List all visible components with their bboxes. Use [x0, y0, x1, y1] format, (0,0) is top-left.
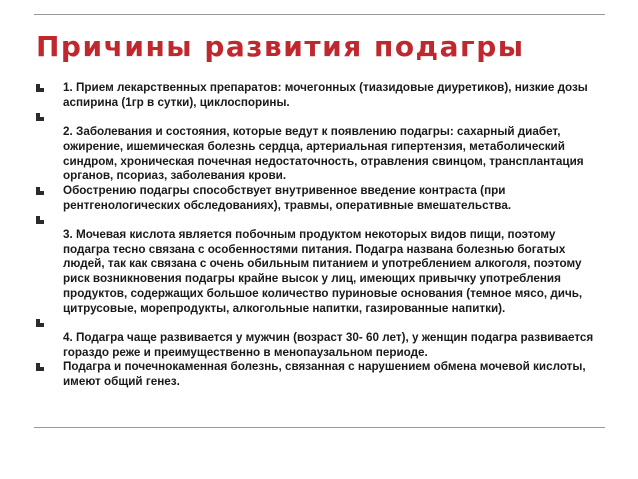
bullet-text: 2. Заболевания и состояния, которые ведут к появлению подагры: сахарный диабет, ожирение, ишемическая болезнь сердца, артериальная гипертензия, метаболический синдром, хроническая почечная недостаточность, отравления свинцом, трансплантация органов, псориаз, заболевания крови. [63, 125, 584, 183]
bullet-text: Подагра и почечнокаменная болезнь, связанная с нарушением обмена мочевой кислоты, имеют общий генез. [63, 360, 586, 389]
bullet-item-6 [36, 360, 596, 389]
top-divider [34, 14, 605, 15]
bullet-text: 4. Подагра чаще развивается у мужчин (возраст 30- 60 лет), у женщин подагра развивается гораздо реже и преимущественно в менопаузальном периоде. [63, 330, 594, 359]
bullet-item-empty [36, 213, 596, 228]
bullet-text: Обострению подагры способствует внутривенное введение контраста (при рентгенологических обследованиях), травмы, оперативные вмешательства. [63, 183, 512, 212]
bullet-text: 1. Прием лекарственных препаратов: мочегонных (тиазидовые диуретиков), низкие дозы аспирина (1гр в сутки), циклоспорины. [63, 81, 588, 109]
bullet-item-5 [36, 331, 596, 360]
bullet-item-1 [36, 81, 596, 110]
slide-title: Причины развития подагры [36, 30, 525, 63]
bullet-item-4 [36, 228, 596, 316]
bullet-item-empty [36, 110, 596, 125]
bullet-item-3 [36, 184, 596, 213]
bullet-item-empty [36, 316, 596, 331]
bullet-text: 3. Мочевая кислота является побочным продуктом некоторых видов пищи, поэтому подагра тесно связана с особенностями питания. Подагра названа болезнью богатых людей, так как связана с очень обильным питанием и употреблением алкоголя, поэтому риск возникновения подагры крайне высок у лиц, имеющих привычку употребления продуктов, содержащих большое количество пуриновые основания (темное мясо, дичь, цитрусовые, морепродукты, алкогольные напитки, газированные напитки). [63, 228, 583, 315]
square-bullet-icon [36, 319, 44, 327]
square-bullet-icon [36, 363, 44, 371]
bullet-item-2 [36, 125, 596, 184]
square-bullet-icon [36, 216, 44, 224]
square-bullet-icon [36, 84, 44, 92]
square-bullet-icon [36, 187, 44, 195]
bullet-list [36, 81, 596, 390]
bottom-divider [34, 427, 605, 428]
square-bullet-icon [36, 113, 44, 121]
